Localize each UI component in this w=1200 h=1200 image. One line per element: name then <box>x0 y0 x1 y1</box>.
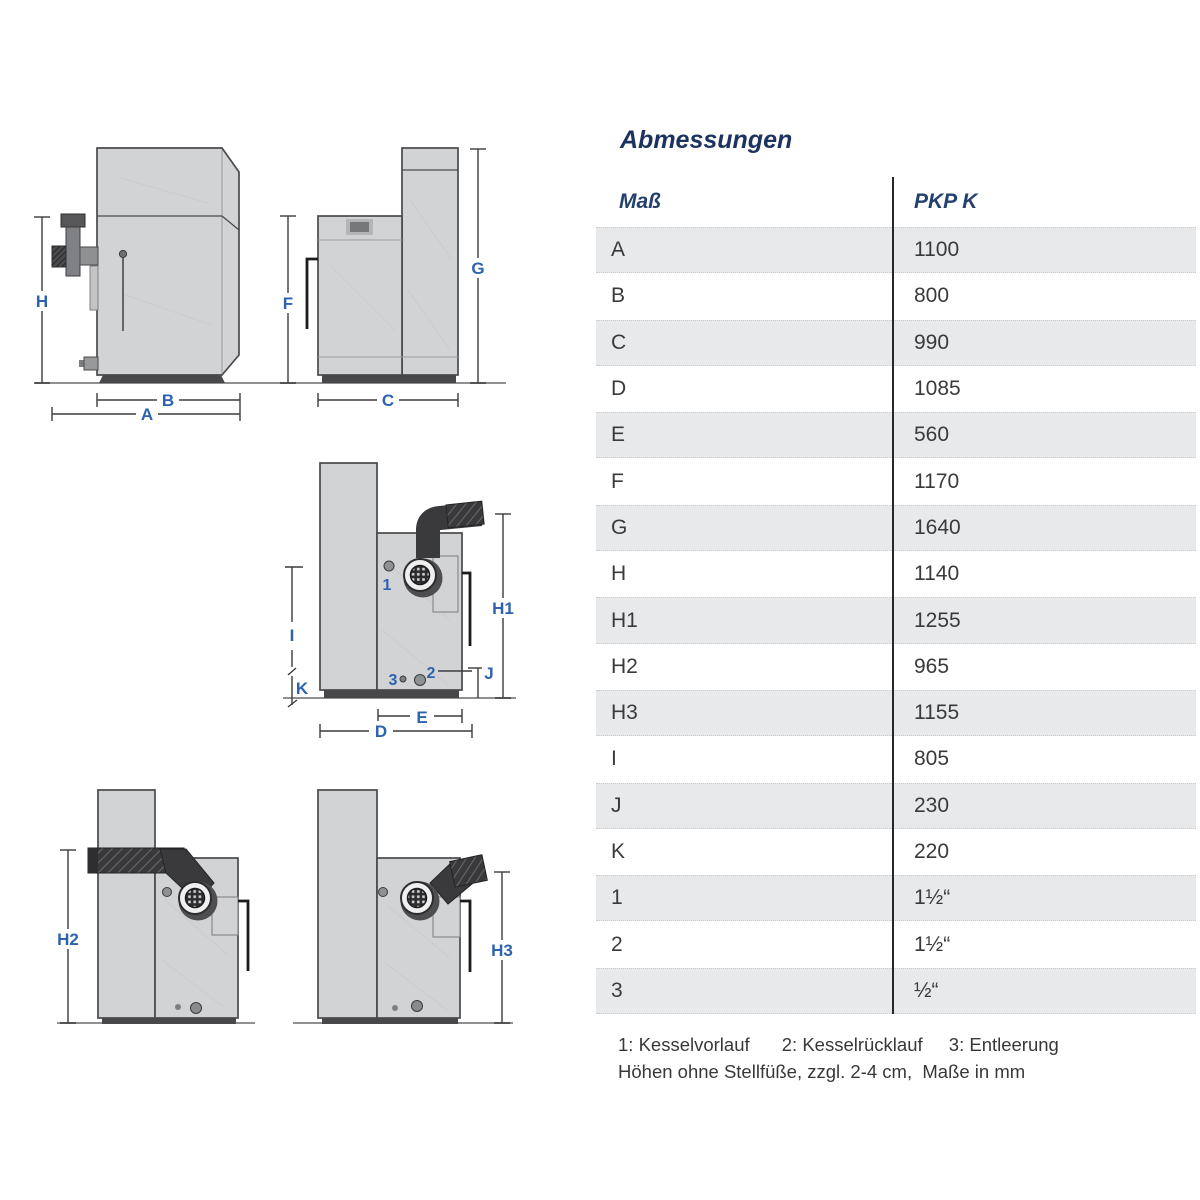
dim-value-cell: 1140 <box>914 562 960 586</box>
table-row <box>596 875 1196 921</box>
dim-key-cell: 3 <box>611 978 623 1002</box>
dim-key-cell: 1 <box>611 886 623 910</box>
dim-label-h: H <box>35 292 49 311</box>
dim-key-cell: H1 <box>611 608 638 632</box>
dim-key-cell: G <box>611 515 628 539</box>
dim-value-cell: 805 <box>914 747 950 771</box>
dim-label-a: A <box>140 405 154 424</box>
dim-key-cell: H2 <box>611 654 638 678</box>
table-header <box>596 177 1196 227</box>
door-handle <box>462 573 470 646</box>
dim-key-cell: J <box>611 793 622 817</box>
base-plinth <box>322 1018 458 1024</box>
dim-key-cell: B <box>611 284 626 308</box>
dim-label-h2: H2 <box>57 930 79 949</box>
callout-3: 3 <box>388 672 398 689</box>
dim-label-k: K <box>295 679 309 698</box>
col-header-dimension: Maß <box>619 190 661 213</box>
return-connection <box>191 1003 202 1014</box>
col-header-model: PKP K <box>914 190 978 213</box>
side-view <box>279 148 488 410</box>
flow-connection <box>384 561 394 571</box>
drain-connection <box>175 1004 181 1010</box>
flue-left-view <box>51 790 255 1024</box>
table-row <box>596 829 1196 875</box>
legend-item-return: 2: Kesselrücklauf <box>781 1034 923 1055</box>
flue-right-view <box>293 790 519 1024</box>
control-display <box>346 219 373 235</box>
dim-value-cell: 220 <box>914 840 950 863</box>
dim-label-d: D <box>374 722 388 741</box>
dim-key-cell: K <box>611 840 626 863</box>
table-row <box>596 320 1196 366</box>
fan-unit <box>404 559 443 598</box>
table-row <box>596 690 1196 736</box>
dim-key-cell: D <box>611 377 627 401</box>
dim-value-cell: 1155 <box>914 701 960 725</box>
dim-label-g: G <box>471 259 485 278</box>
table-row <box>596 968 1196 1014</box>
legend-connections <box>618 1031 1193 1058</box>
door-handle <box>460 901 470 972</box>
dim-key-cell: I <box>611 747 617 771</box>
dim-value-cell: 990 <box>914 330 950 354</box>
dim-label-i: I <box>289 626 295 645</box>
section-title: Abmessungen <box>620 126 793 154</box>
return-connection <box>412 1001 423 1012</box>
callout-1: 1 <box>382 577 392 594</box>
dim-label-f: F <box>282 294 294 313</box>
table-row <box>596 551 1196 597</box>
table-row <box>596 273 1196 319</box>
dim-key-cell: 2 <box>611 932 623 956</box>
legend-item-drain: 3: Entleerung <box>948 1034 1059 1055</box>
table-row <box>596 412 1196 458</box>
fan-unit <box>401 882 440 921</box>
dim-value-cell: 1170 <box>914 469 960 493</box>
drain-connection <box>400 676 406 682</box>
dim-value-cell: 1085 <box>914 377 961 401</box>
dim-key-cell: A <box>611 238 626 262</box>
fan-unit <box>179 882 218 921</box>
dim-value-cell: 1½“ <box>914 886 951 910</box>
drain-connection <box>392 1005 398 1011</box>
dim-label-e: E <box>416 708 428 727</box>
dimensions-panel <box>596 118 1196 1118</box>
table-row <box>596 227 1196 273</box>
door-handle <box>307 259 318 329</box>
table-row <box>596 783 1196 829</box>
table-row <box>596 597 1196 643</box>
legend-note: Höhen ohne Stellfüße, zzgl. 2-4 cm, Maße in mm <box>618 1061 1026 1082</box>
callout-2: 2 <box>426 665 436 682</box>
dim-value-cell: 1100 <box>914 238 960 262</box>
base-plinth <box>102 1018 236 1024</box>
table-row <box>596 921 1196 967</box>
table-column-divider <box>892 177 894 1014</box>
dim-label-j: J <box>484 664 494 683</box>
base-plinth <box>322 375 456 383</box>
dim-value-cell: 1640 <box>914 515 961 539</box>
rear-view <box>283 463 518 741</box>
dim-key-cell: C <box>611 330 627 354</box>
table-row <box>596 644 1196 690</box>
dim-label-b: B <box>161 391 175 410</box>
table-row <box>596 458 1196 504</box>
dim-key-cell: H3 <box>611 701 638 725</box>
base-plinth <box>99 375 225 383</box>
table-row <box>596 366 1196 412</box>
dim-value-cell: 230 <box>914 793 950 817</box>
dim-key-cell: E <box>611 423 626 447</box>
dimension-table <box>596 227 1196 1014</box>
flow-connection <box>379 888 388 897</box>
return-connection <box>415 675 426 686</box>
dim-label-h3: H3 <box>491 941 513 960</box>
legend-item-flow: 1: Kesselvorlauf <box>618 1034 750 1055</box>
dim-key-cell: F <box>611 469 624 493</box>
table-row <box>596 736 1196 782</box>
legend <box>618 1031 1193 1085</box>
base-plinth <box>324 690 459 698</box>
dim-value-cell: 1255 <box>914 608 961 632</box>
dim-label-h1: H1 <box>492 599 514 618</box>
flow-connection <box>163 888 172 897</box>
dim-value-cell: 800 <box>914 284 950 308</box>
table-row <box>596 505 1196 551</box>
dim-value-cell: ½“ <box>914 978 939 1002</box>
dim-label-c: C <box>381 391 395 410</box>
technical-drawings <box>0 0 580 1200</box>
dim-key-cell: H <box>611 562 627 586</box>
door-handle <box>238 901 248 971</box>
dim-value-cell: 1½“ <box>914 932 951 956</box>
dim-value-cell: 965 <box>914 654 950 678</box>
dim-value-cell: 560 <box>914 423 950 447</box>
